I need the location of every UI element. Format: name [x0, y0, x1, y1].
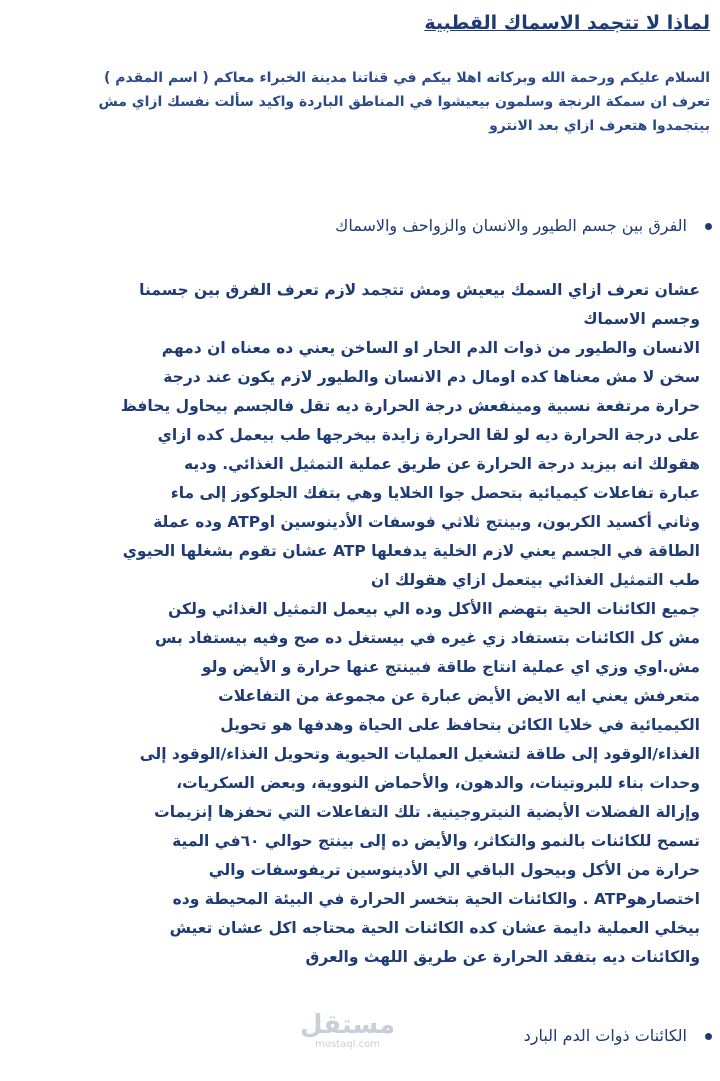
- bullet-icon: [705, 1033, 712, 1040]
- document-title: لماذا لا تتجمد الاسماك القطبية: [424, 12, 710, 34]
- body-line: حرارة مرتفعة نسبية ومينفعش درجة الحرارة ديه تقل فالجسم بيحاول يحافظ: [120, 397, 700, 415]
- intro-paragraph: [16, 66, 710, 138]
- bullet-icon: [705, 223, 712, 230]
- body-line: وإزالة الفضلات الأيضية النيتروجينية. تلك التفاعلات التي تحفزها إنزيمات: [154, 803, 700, 821]
- watermark-latin: mostaql.com: [315, 1039, 380, 1050]
- body-line: وحدات بناء للبروتينات، والدهون، والأحماض النووية، وبعض السكريات،: [176, 774, 700, 792]
- body-line: مش كل الكائنات بتستفاد زي غيره في بيستغل ده صح وفيه بيستفاد بس: [155, 629, 700, 647]
- intro-line: السلام عليكم ورحمة الله وبركاته اهلا بيكم في قناتنا مدينة الخبراء معاكم ( اسم المقدم ): [103, 70, 710, 86]
- body-line: هقولك انه بيزيد درجة الحرارة عن طريق عملية التمثيل الغذائي. وديه: [183, 455, 700, 473]
- body-line: طب التمثيل الغذائي بيتعمل ازاي هقولك ان: [371, 571, 700, 589]
- intro-line: تعرف ان سمكة الرنجة وسلمون بيعيشوا في المناطق الباردة واكيد سألت نفسك ازاي مش: [98, 94, 710, 110]
- body-line: متعرفش يعني ايه الايض الأيض عبارة عن مجموعة من التفاعلات: [218, 687, 700, 705]
- watermark-logo: [300, 1012, 395, 1050]
- body-line: الطاقة في الجسم يعني لازم الخلية يدفعلها ATP عشان تقوم بشغلها الحيوي: [122, 542, 700, 560]
- bullet-label: الكائنات ذوات الدم البارد: [523, 1026, 687, 1045]
- intro-line: بيتجمدوا هتعرف ازاي بعد الانترو: [489, 118, 710, 134]
- watermark-arabic: مستقل: [300, 1010, 396, 1040]
- body-line: وثاني أكسيد الكربون، وبينتج ثلاثي فوسفات الأدينوسين اوATP وده عملة: [153, 513, 700, 531]
- body-line: جميع الكائنات الحية بتهضم االأكل وده الي بيعمل التمثيل الغذائي ولكن: [168, 600, 700, 618]
- bullet-item-bird-human-fish-difference: [12, 216, 712, 235]
- body-line: تسمح للكائنات بالنمو والتكاثر، والأيض ده إلى بينتج حوالي ٦٠في المية: [172, 832, 700, 850]
- body-line: الكيميائية في خلايا الكائن بتحافظ على الحياة وهدفها هو تحويل: [220, 716, 700, 734]
- body-paragraph: [10, 276, 700, 972]
- bullet-label: الفرق بين جسم الطيور والانسان والزواحف والاسماك: [335, 216, 687, 235]
- body-line: اختصارهوATP . والكائنات الحية بتخسر الحرارة في البيئة المحيطة وده: [172, 890, 700, 908]
- body-line: الانسان والطيور من ذوات الدم الحار او الساخن يعني ده معناه ان دمهم: [161, 339, 700, 357]
- body-line: بيخلي العملية دايمة عشان كده الكائنات الحية محتاجه اكل عشان تعيش: [169, 919, 700, 937]
- body-line: والكائنات ديه بتفقد الحرارة عن طريق اللهث والعرق: [305, 948, 700, 966]
- body-line: مش.اوي وزي اي عملية انتاج طاقة فبينتج عنها حرارة و الأيض ولو: [201, 658, 700, 676]
- body-line: عبارة تفاعلات كيميائية بتحصل جوا الخلايا وهي بتفك الجلوكوز إلى ماء: [170, 484, 700, 502]
- body-line: سخن لا مش معناها كده اومال دم الانسان والطيور لازم يكون عند درجة: [163, 368, 700, 386]
- body-line: عشان تعرف ازاي السمك بيعيش ومش تتجمد لازم تعرف الفرق بين جسمنا: [139, 281, 700, 299]
- body-line: الغذاء/الوقود إلى طاقة لتشغيل العمليات الحيوية وتحويل الغذاء/الوقود إلى: [139, 745, 700, 763]
- body-line: على درجة الحرارة ديه لو لقا الحرارة زايدة بيخرجها طب بيعمل كده ازاي: [157, 426, 700, 444]
- body-line: حرارة من الأكل وبيحول الباقي الي الأدينوسين تريفوسفات والي: [208, 861, 700, 879]
- body-line: وجسم الاسماك: [583, 310, 700, 328]
